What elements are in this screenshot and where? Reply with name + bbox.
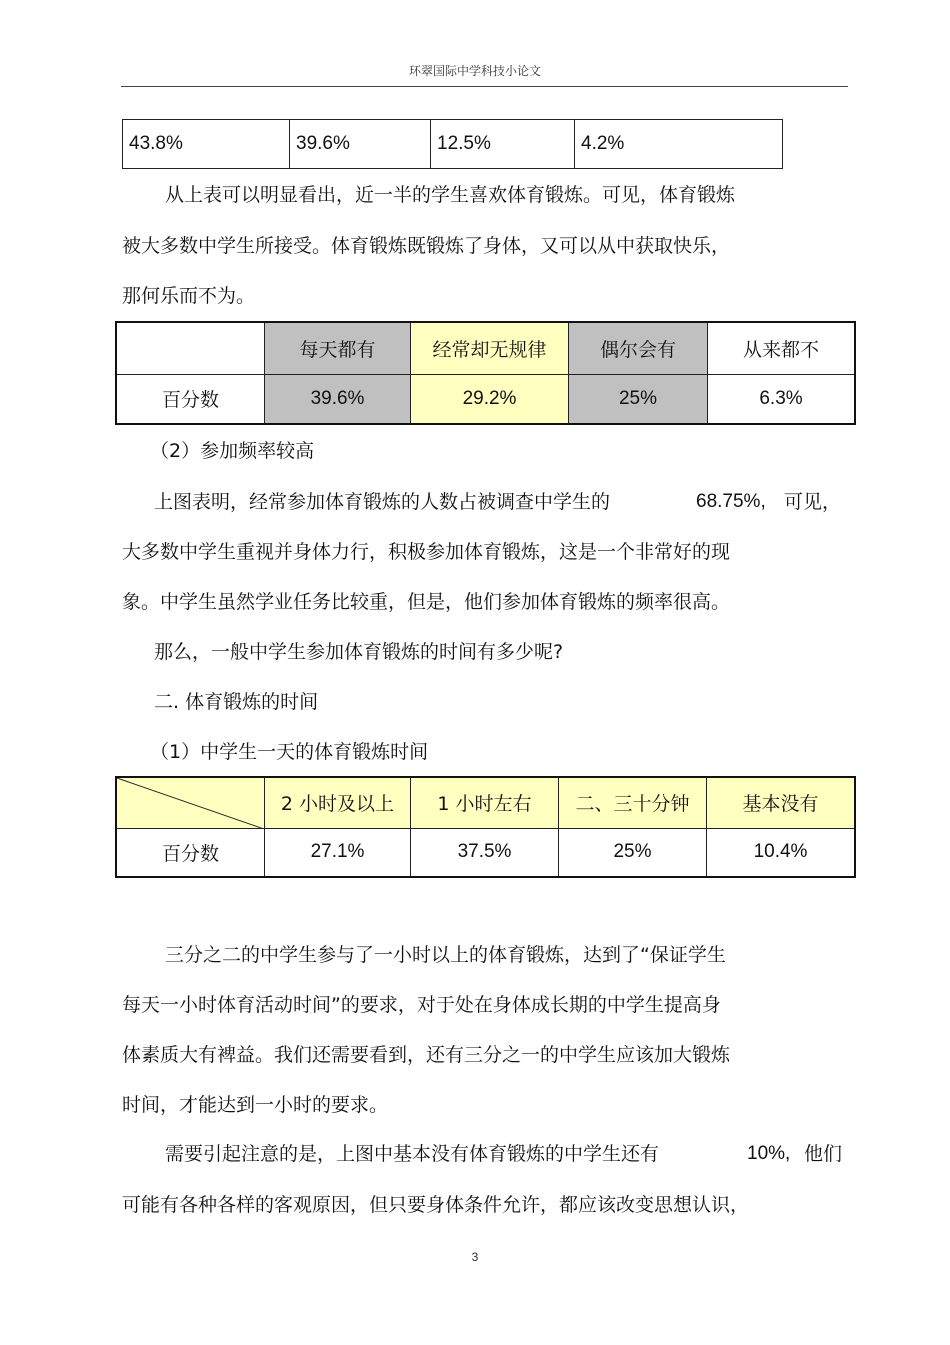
section-heading: （2）参加频率较高 — [150, 440, 315, 462]
paragraph-line — [154, 490, 610, 514]
table-frequency — [115, 321, 856, 425]
table-cell: 39.6% — [265, 374, 411, 424]
percentage-value: 68.75%, — [696, 491, 766, 512]
paragraph-text: 上图表明，经常参加体育锻炼的人数占被调查中学生的 — [154, 491, 611, 513]
page-header: 环翠国际中学科技小论文 — [408, 64, 541, 78]
table-header-cell: 偶尔会有 — [569, 322, 708, 374]
table-cell: 39.6% — [290, 120, 431, 169]
paragraph-line: 体素质大有裨益。我们还需要看到，还有三分之一的中学生应该加大锻炼 — [122, 1044, 731, 1066]
table-header-cell: 1 小时左右 — [411, 777, 559, 828]
paragraph-line: 象。中学生虽然学业任务比较重，但是，他们参加体育锻炼的频率很高。 — [122, 591, 731, 613]
table-cell: 27.1% — [265, 828, 411, 877]
paragraph-line: 那么，一般中学生参加体育锻炼的时间有多少呢? — [154, 641, 564, 663]
table-cell: 43.8% — [123, 120, 290, 169]
table-cell: 25% — [559, 828, 707, 877]
paragraph-text: 可见， — [784, 491, 842, 513]
table-cell: 25% — [569, 374, 708, 424]
table-header-cell: 从来都不 — [708, 322, 856, 374]
subsection-heading: （1）中学生一天的体育锻炼时间 — [150, 741, 429, 763]
table-header-cell: 2 小时及以上 — [265, 777, 411, 828]
paragraph-line: 三分之二的中学生参与了一小时以上的体育锻炼，达到了“保证学生 — [165, 944, 726, 966]
table-row — [116, 374, 855, 424]
paragraph-line: 被大多数中学生所接受。体育锻炼既锻炼了身体，又可以从中获取快乐， — [122, 235, 731, 257]
paragraph-line: 那何乐而不为。 — [122, 285, 256, 307]
paragraph-text: 需要引起注意的是，上图中基本没有体育锻炼的中学生还有 — [165, 1143, 660, 1165]
table-row — [116, 777, 855, 828]
paragraph-line: 从上表可以明显看出，近一半的学生喜欢体育锻炼。可见，体育锻炼 — [165, 184, 736, 206]
page-number: 3 — [471, 1250, 479, 1264]
paragraph-text: 他们 — [804, 1143, 843, 1165]
paragraph-line: 时间，才能达到一小时的要求。 — [122, 1094, 389, 1116]
table-header-cell: 每天都有 — [265, 322, 411, 374]
table-header-cell: 二、三十分钟 — [559, 777, 707, 828]
table-row — [123, 120, 783, 169]
percentage-value: 10%, — [747, 1143, 791, 1164]
table-cell: 12.5% — [431, 120, 575, 169]
header-rule — [121, 86, 848, 87]
paragraph-line: 每天一小时体育活动时间”的要求，对于处在身体成长期的中学生提高身 — [122, 994, 721, 1016]
table-header-cell: 经常却无规律 — [411, 322, 569, 374]
table-results-top — [122, 119, 783, 169]
table-row-label: 百分数 — [116, 374, 265, 424]
table-cell: 4.2% — [575, 120, 783, 169]
table-corner-cell — [116, 777, 265, 828]
diagonal-line — [117, 778, 264, 829]
paragraph-line: 大多数中学生重视并身体力行，积极参加体育锻炼，这是一个非常好的现 — [122, 541, 731, 563]
table-header-cell: 基本没有 — [707, 777, 856, 828]
table-cell: 37.5% — [411, 828, 559, 877]
table-row — [116, 828, 855, 877]
table-cell: 6.3% — [708, 374, 856, 424]
table-corner-cell — [116, 322, 265, 374]
table-row-label: 百分数 — [116, 828, 265, 877]
table-duration — [115, 776, 856, 878]
paragraph-line: 可能有各种各样的客观原因，但只要身体条件允许，都应该改变思想认识， — [122, 1194, 750, 1216]
table-row — [116, 322, 855, 374]
table-cell: 29.2% — [411, 374, 569, 424]
table-cell: 10.4% — [707, 828, 856, 877]
section-heading: 二. 体育锻炼的时间 — [154, 691, 319, 713]
